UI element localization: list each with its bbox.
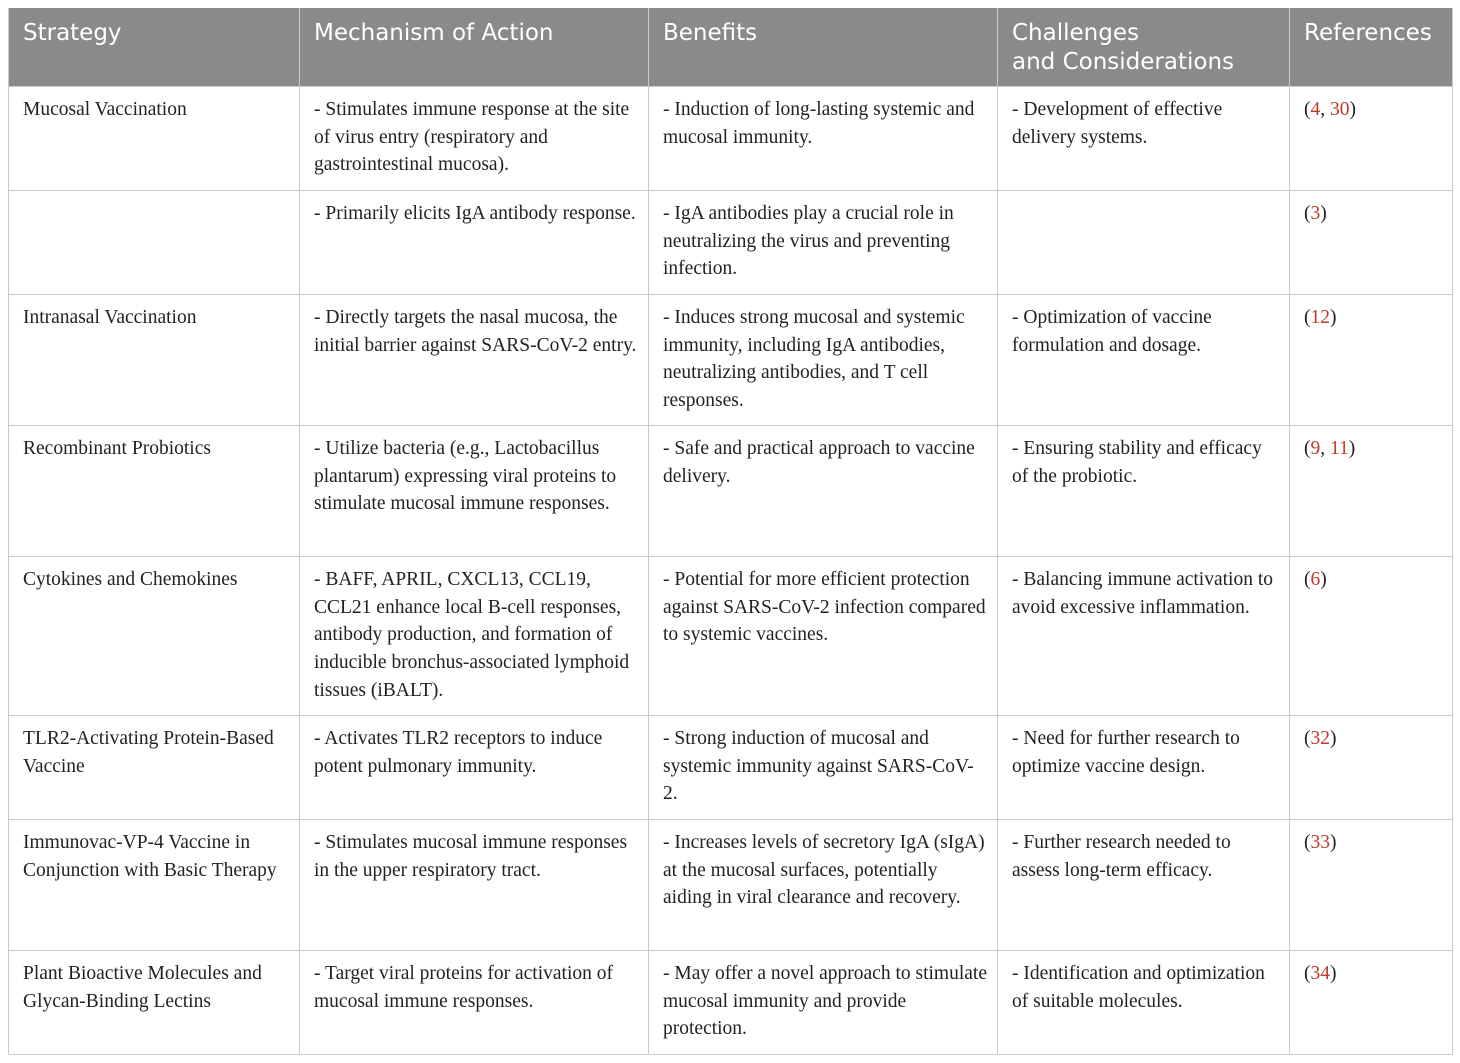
- cell-benefits: - Induces strong mucosal and systemic immunity, including IgA antibodies, neutralizing antibodies, and T cell responses.: [649, 295, 998, 426]
- cell-benefits: - Safe and practical approach to vaccine delivery.: [649, 426, 998, 557]
- cell-strategy: Mucosal Vaccination: [9, 87, 300, 191]
- cell-challenges: - Development of effective delivery systems.: [998, 87, 1290, 191]
- table-row: [9, 295, 1453, 426]
- cell-strategy: Immunovac-VP-4 Vaccine in Conjunction with Basic Therapy: [9, 820, 300, 951]
- cell-references: (3): [1290, 191, 1453, 295]
- cell-strategy: Recombinant Probiotics: [9, 426, 300, 557]
- cell-mechanism: - Target viral proteins for activation of mucosal immune responses.: [300, 951, 649, 1055]
- header-references: References: [1290, 8, 1453, 87]
- cell-challenges: - Ensuring stability and efficacy of the probiotic.: [998, 426, 1290, 557]
- header-challenges: [998, 8, 1290, 87]
- cell-mechanism: - Utilize bacteria (e.g., Lactobacillus plantarum) expressing viral proteins to stimulate mucosal immune responses.: [300, 426, 649, 557]
- table-header-row: [9, 8, 1453, 87]
- cell-mechanism: - BAFF, APRIL, CXCL13, CCL19, CCL21 enhance local B-cell responses, antibody production, and formation of inducible bronchus-associated lymphoid tissues (iBALT).: [300, 557, 649, 716]
- cell-challenges: [998, 191, 1290, 295]
- cell-benefits: - Potential for more efficient protection against SARS-CoV-2 infection compared to systemic vaccines.: [649, 557, 998, 716]
- table-row: [9, 87, 1453, 191]
- cell-benefits: - May offer a novel approach to stimulate mucosal immunity and provide protection.: [649, 951, 998, 1055]
- cell-mechanism: - Directly targets the nasal mucosa, the initial barrier against SARS-CoV-2 entry.: [300, 295, 649, 426]
- header-mechanism: Mechanism of Action: [300, 8, 649, 87]
- cell-mechanism: - Primarily elicits IgA antibody response.: [300, 191, 649, 295]
- cell-references: (34): [1290, 951, 1453, 1055]
- cell-strategy: TLR2-Activating Protein-Based Vaccine: [9, 716, 300, 820]
- cell-references: (9, 11): [1290, 426, 1453, 557]
- reference-link[interactable]: 12: [1310, 307, 1330, 328]
- cell-strategy: [9, 191, 300, 295]
- reference-link[interactable]: 9: [1310, 438, 1321, 459]
- cell-references: (4, 30): [1290, 87, 1453, 191]
- reference-link[interactable]: 34: [1310, 963, 1330, 984]
- header-benefits: Benefits: [649, 8, 998, 87]
- reference-link[interactable]: 32: [1310, 728, 1330, 749]
- cell-challenges: - Balancing immune activation to avoid excessive inflammation.: [998, 557, 1290, 716]
- reference-link[interactable]: 6: [1310, 569, 1321, 590]
- cell-references: (32): [1290, 716, 1453, 820]
- cell-strategy: Intranasal Vaccination: [9, 295, 300, 426]
- cell-benefits: - Strong induction of mucosal and systemic immunity against SARS-CoV-2.: [649, 716, 998, 820]
- cell-challenges: - Optimization of vaccine formulation and dosage.: [998, 295, 1290, 426]
- cell-strategy: Plant Bioactive Molecules and Glycan-Binding Lectins: [9, 951, 300, 1055]
- cell-challenges: - Need for further research to optimize vaccine design.: [998, 716, 1290, 820]
- cell-benefits: - Increases levels of secretory IgA (sIgA) at the mucosal surfaces, potentially aiding in viral clearance and recovery.: [649, 820, 998, 951]
- header-strategy: Strategy: [9, 8, 300, 87]
- cell-mechanism: - Stimulates mucosal immune responses in the upper respiratory tract.: [300, 820, 649, 951]
- cell-challenges: - Identification and optimization of suitable molecules.: [998, 951, 1290, 1055]
- cell-benefits: - IgA antibodies play a crucial role in neutralizing the virus and preventing infection.: [649, 191, 998, 295]
- cell-strategy: Cytokines and Chemokines: [9, 557, 300, 716]
- table-row: [9, 191, 1453, 295]
- reference-link[interactable]: 30: [1330, 99, 1350, 120]
- cell-references: (12): [1290, 295, 1453, 426]
- reference-link[interactable]: 33: [1310, 832, 1330, 853]
- cell-references: (6): [1290, 557, 1453, 716]
- header-challenges-line1: Challenges: [1012, 20, 1139, 46]
- reference-link[interactable]: 11: [1330, 438, 1349, 459]
- cell-benefits: - Induction of long-lasting systemic and mucosal immunity.: [649, 87, 998, 191]
- cell-mechanism: - Stimulates immune response at the site of virus entry (respiratory and gastrointestinal mucosa).: [300, 87, 649, 191]
- table-row: [9, 557, 1453, 716]
- reference-link[interactable]: 3: [1310, 203, 1321, 224]
- table-row: [9, 820, 1453, 951]
- strategies-table: [8, 8, 1453, 1055]
- header-challenges-line2: and Considerations: [1012, 49, 1235, 75]
- reference-link[interactable]: 4: [1310, 99, 1321, 120]
- cell-references: (33): [1290, 820, 1453, 951]
- table-row: [9, 951, 1453, 1055]
- cell-challenges: - Further research needed to assess long-term efficacy.: [998, 820, 1290, 951]
- table-row: [9, 716, 1453, 820]
- table-row: [9, 426, 1453, 557]
- cell-mechanism: - Activates TLR2 receptors to induce potent pulmonary immunity.: [300, 716, 649, 820]
